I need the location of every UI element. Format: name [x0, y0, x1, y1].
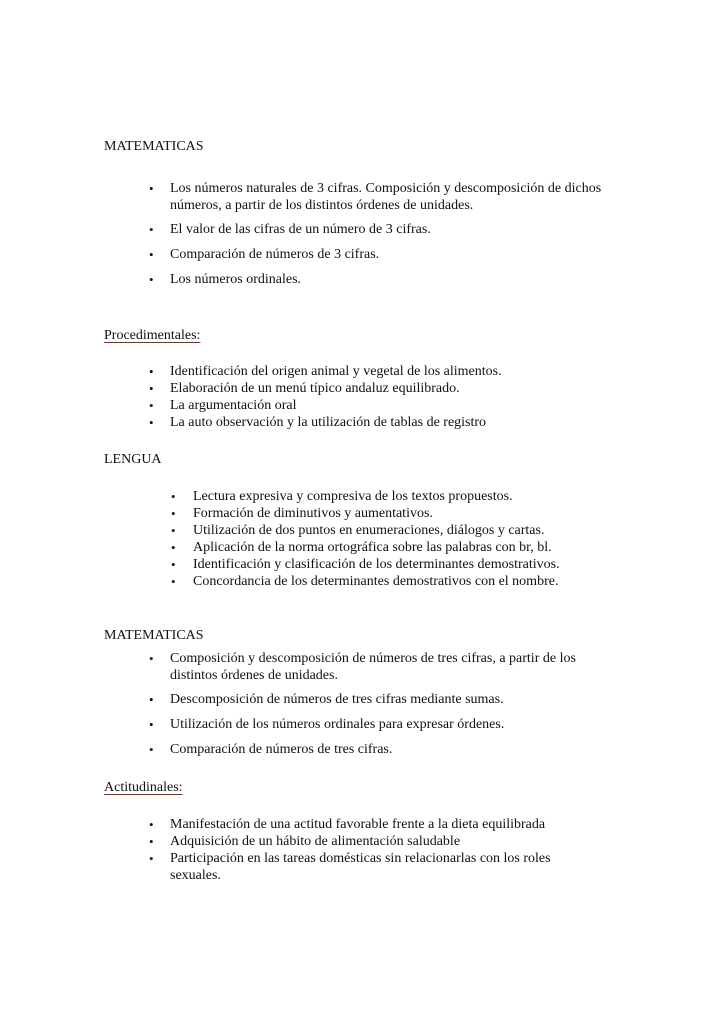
- list-item-text: El valor de las cifras de un número de 3 cifras.: [170, 222, 431, 237]
- list-item: [171, 505, 626, 522]
- list-item: [149, 246, 626, 263]
- section-heading-actitudinales: Actitudinales:: [104, 780, 183, 795]
- matematicas-2-list: [149, 650, 626, 758]
- list-item: [149, 833, 626, 850]
- list-item-text: Utilización de los números ordinales para expresar órdenes.: [170, 717, 505, 732]
- section-heading-matematicas-1: MATEMATICAS: [104, 139, 204, 154]
- bullet-icon: •: [171, 506, 176, 521]
- list-item-text: sexuales.: [170, 868, 221, 883]
- list-item-text: Los números ordinales.: [170, 272, 302, 287]
- list-item-text: Concordancia de los determinantes demostrativos con el nombre.: [193, 574, 559, 589]
- bullet-icon: •: [149, 398, 154, 413]
- bullet-icon: •: [149, 851, 154, 866]
- list-item: [149, 741, 626, 758]
- bullet-icon: •: [149, 381, 154, 396]
- bullet-icon: •: [171, 557, 176, 572]
- list-item: [149, 180, 626, 214]
- bullet-icon: •: [171, 540, 176, 555]
- bullet-icon: •: [149, 651, 154, 666]
- list-item-text: La auto observación y la utilización de tablas de registro: [170, 415, 487, 430]
- lengua-list: [171, 488, 626, 590]
- list-item: [171, 522, 626, 539]
- list-item-text: Identificación del origen animal y vegetal de los alimentos.: [170, 364, 502, 379]
- list-item: [149, 716, 626, 733]
- list-item-text: Lectura expresiva y compresiva de los textos propuestos.: [193, 489, 513, 504]
- list-item-text: Los números naturales de 3 cifras. Composición y descomposición de dichos: [170, 181, 602, 196]
- bullet-icon: •: [149, 222, 154, 237]
- list-item: [149, 221, 626, 238]
- bullet-icon: •: [171, 574, 176, 589]
- bullet-icon: •: [149, 692, 154, 707]
- list-item: [149, 363, 626, 380]
- bullet-icon: •: [149, 834, 154, 849]
- list-item-text: La argumentación oral: [170, 398, 297, 413]
- list-item-text: Identificación y clasificación de los determinantes demostrativos.: [193, 557, 560, 572]
- list-item-text: Participación en las tareas domésticas sin relacionarlas con los roles: [170, 851, 551, 866]
- list-item: [171, 488, 626, 505]
- list-item: [149, 850, 626, 884]
- list-item: [171, 573, 626, 590]
- list-item-text: números, a partir de los distintos órdenes de unidades.: [170, 198, 474, 213]
- procedimentales-list: [149, 363, 626, 431]
- list-item: [149, 380, 626, 397]
- bullet-icon: •: [171, 489, 176, 504]
- bullet-icon: •: [149, 181, 154, 196]
- list-item-text: Elaboración de un menú típico andaluz equilibrado.: [170, 381, 460, 396]
- bullet-icon: •: [171, 523, 176, 538]
- bullet-icon: •: [149, 415, 154, 430]
- list-item: [171, 556, 626, 573]
- list-item: [149, 414, 626, 431]
- list-item-text: Comparación de números de 3 cifras.: [170, 247, 380, 262]
- list-item-text: Aplicación de la norma ortográfica sobre las palabras con br, bl.: [193, 540, 552, 555]
- bullet-icon: •: [149, 272, 154, 287]
- list-item-text: Manifestación de una actitud favorable frente a la dieta equilibrada: [170, 817, 546, 832]
- section-heading-matematicas-2: MATEMATICAS: [104, 628, 204, 643]
- bullet-icon: •: [149, 364, 154, 379]
- bullet-icon: •: [149, 817, 154, 832]
- list-item-text: Composición y descomposición de números de tres cifras, a partir de los: [170, 651, 576, 666]
- list-item: [149, 691, 626, 708]
- list-item-text: Comparación de números de tres cifras.: [170, 742, 393, 757]
- list-item-text: distintos órdenes de unidades.: [170, 668, 338, 683]
- list-item: [171, 539, 626, 556]
- list-item-text: Descomposición de números de tres cifras mediante sumas.: [170, 692, 504, 707]
- list-item-text: Utilización de dos puntos en enumeraciones, diálogos y cartas.: [193, 523, 545, 538]
- list-item-text: Adquisición de un hábito de alimentación saludable: [170, 834, 461, 849]
- list-item: [149, 816, 626, 833]
- list-item: [149, 271, 626, 288]
- list-item: [149, 650, 626, 684]
- matematicas-1-list: [149, 180, 626, 288]
- actitudinales-list: [149, 816, 626, 884]
- bullet-icon: •: [149, 742, 154, 757]
- section-heading-procedimentales: Procedimentales:: [104, 328, 201, 343]
- list-item-text: Formación de diminutivos y aumentativos.: [193, 506, 433, 521]
- list-item: [149, 397, 626, 414]
- bullet-icon: •: [149, 717, 154, 732]
- bullet-icon: •: [149, 247, 154, 262]
- section-heading-lengua: LENGUA: [104, 452, 162, 467]
